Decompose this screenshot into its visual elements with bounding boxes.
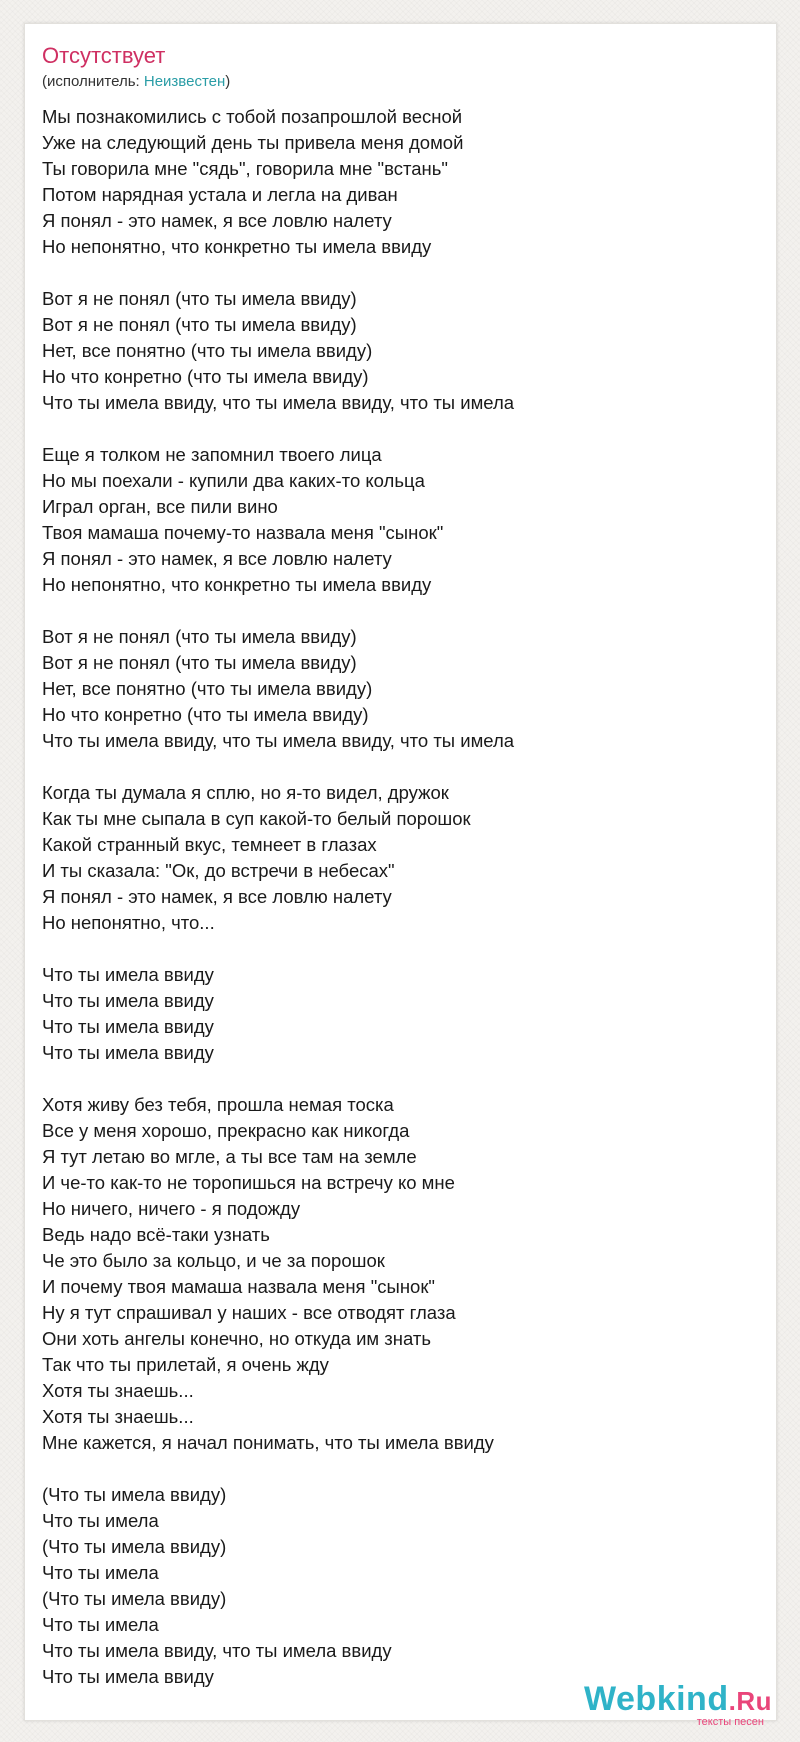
site-logo[interactable] xyxy=(584,1682,772,1728)
performer-line xyxy=(42,72,230,92)
performer-link[interactable]: Неизвестен xyxy=(143,73,226,90)
logo-tagline: тексты песен xyxy=(696,1716,764,1728)
song-title: Отсутствует xyxy=(42,43,166,68)
performer-suffix: ) xyxy=(225,73,231,90)
lyrics-text: Мы познакомились с тобой позапрошлой весной Уже на следующий день ты привела меня домой Ты говорила мне "сядь", говорила мне "встань" Потом нарядная устала и легла на диван Я понял - это намек, я все ловлю налету Но непонятно, что конкретно ты имела ввиду Вот я не понял (что ты имела ввиду) Вот я не понял (что ты имела ввиду) Нет, все понятно (что ты имела ввиду) Но что конретно (что ты имела ввиду) Что ты имела ввиду, что ты имела ввиду, что ты имела Еще я толком не запомнил твоего лица Но мы поехали - купили два каких-то кольца Играл орган, все пили вино Твоя мамаша почему-то назвала меня "сынок" Я понял - это намек, я все ловлю налету Но непонятно, что конкретно ты имела ввиду Вот я не понял (что ты имела ввиду) Вот я не понял (что ты имела ввиду) Нет, все понятно (что ты имела ввиду) Но что конретно (что ты имела ввиду) Что ты имела ввиду, что ты имела ввиду, что ты имела Когда ты думала я сплю, но я-то видел, дружок Как ты мне сыпала в суп какой-то белый порошок Какой странный вкус, темнеет в глазах И ты сказала: "Ок, до встречи в небесах" Я понял - это намек, я все ловлю налету Но непонятно, что... Что ты имела ввиду Что ты имела ввиду Что ты имела ввиду Что ты имела ввиду Хотя живу без тебя, прошла немая тоска Все у меня хорошо, прекрасно как никогда Я тут летаю во мгле, а ты все там на земле И че-то как-то не торопишься на встречу ко мне Но ничего, ничего - я подожду Ведь надо всё-таки узнать Че это было за кольцо, и че за порошок И почему твоя мамаша назвала меня "сынок" Ну я тут спрашивал у наших - все отводят глаза Они хоть ангелы конечно, но откуда им знать Так что ты прилетай, я очень жду Хотя ты знаешь... Хотя ты знаешь... Мне кажется, я начал понимать, что ты имела ввиду (Что ты имела ввиду) Что ты имела (Что ты имела ввиду) Что ты имела (Что ты имела ввиду) Что ты имела Что ты имела ввиду, что ты имела ввиду Что ты имела ввиду xyxy=(42,106,515,1687)
performer-prefix: (исполнитель: xyxy=(42,73,144,90)
logo-brand: Webkind xyxy=(584,1680,729,1718)
logo-wordmark xyxy=(584,1682,772,1718)
logo-tld: Ru xyxy=(736,1686,772,1716)
logo-dot: . xyxy=(728,1686,737,1716)
